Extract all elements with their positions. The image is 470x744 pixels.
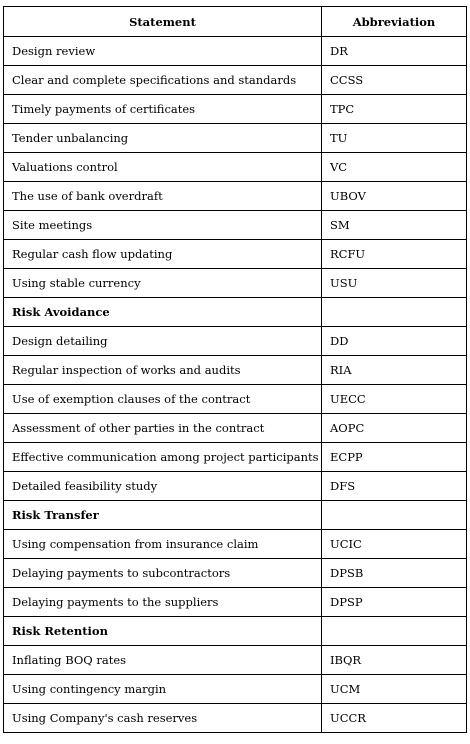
table-row <box>4 472 467 501</box>
statement-cell: Tender unbalancing <box>4 124 322 153</box>
abbreviation-cell: ECPP <box>322 443 467 472</box>
abbreviation-cell: UCM <box>322 675 467 704</box>
section-title: Risk Retention <box>4 617 322 646</box>
statement-cell: Valuations control <box>4 153 322 182</box>
table-row <box>4 37 467 66</box>
statement-cell: Effective communication among project participants <box>4 443 322 472</box>
abbreviation-cell <box>322 501 467 530</box>
abbreviation-cell: IBQR <box>322 646 467 675</box>
statement-cell: Use of exemption clauses of the contract <box>4 385 322 414</box>
table-row <box>4 269 467 298</box>
table-row <box>4 95 467 124</box>
statement-cell: Delaying payments to subcontractors <box>4 559 322 588</box>
abbreviation-table <box>3 6 467 733</box>
abbreviation-cell: UBOV <box>322 182 467 211</box>
statement-cell: The use of bank overdraft <box>4 182 322 211</box>
abbreviation-cell: VC <box>322 153 467 182</box>
column-header-abbreviation: Abbreviation <box>322 7 467 37</box>
table-row <box>4 443 467 472</box>
table-row <box>4 559 467 588</box>
table-row <box>4 66 467 95</box>
abbreviation-cell: AOPC <box>322 414 467 443</box>
statement-cell: Using stable currency <box>4 269 322 298</box>
statement-cell: Assessment of other parties in the contract <box>4 414 322 443</box>
table-row <box>4 646 467 675</box>
abbreviation-cell: DPSB <box>322 559 467 588</box>
table-row <box>4 588 467 617</box>
statement-cell: Delaying payments to the suppliers <box>4 588 322 617</box>
table-row <box>4 153 467 182</box>
statement-cell: Regular cash flow updating <box>4 240 322 269</box>
abbreviation-cell: DR <box>322 37 467 66</box>
table-row <box>4 704 467 733</box>
table-row <box>4 530 467 559</box>
statement-cell: Regular inspection of works and audits <box>4 356 322 385</box>
section-header-row <box>4 617 467 646</box>
table-row <box>4 356 467 385</box>
section-header-row <box>4 298 467 327</box>
abbreviation-cell: CCSS <box>322 66 467 95</box>
table-row <box>4 240 467 269</box>
abbreviation-cell: RIA <box>322 356 467 385</box>
statement-cell: Design review <box>4 37 322 66</box>
abbreviation-cell <box>322 298 467 327</box>
table-row <box>4 385 467 414</box>
abbreviation-cell: UECC <box>322 385 467 414</box>
abbreviation-cell: DFS <box>322 472 467 501</box>
abbreviation-cell: TPC <box>322 95 467 124</box>
abbreviation-cell: RCFU <box>322 240 467 269</box>
section-header-row <box>4 501 467 530</box>
statement-cell: Clear and complete specifications and standards <box>4 66 322 95</box>
abbreviation-cell: UCCR <box>322 704 467 733</box>
abbreviation-cell: DPSP <box>322 588 467 617</box>
abbreviation-cell <box>322 617 467 646</box>
table-row <box>4 327 467 356</box>
statement-cell: Using compensation from insurance claim <box>4 530 322 559</box>
statement-cell: Site meetings <box>4 211 322 240</box>
section-title: Risk Avoidance <box>4 298 322 327</box>
statement-cell: Timely payments of certificates <box>4 95 322 124</box>
table-row <box>4 675 467 704</box>
statement-cell: Using Company's cash reserves <box>4 704 322 733</box>
abbreviation-cell: UCIC <box>322 530 467 559</box>
table-row <box>4 124 467 153</box>
statement-cell: Using contingency margin <box>4 675 322 704</box>
table-body <box>4 37 467 733</box>
table-row <box>4 211 467 240</box>
table-row <box>4 182 467 211</box>
column-header-statement: Statement <box>4 7 322 37</box>
table-row <box>4 414 467 443</box>
abbreviation-cell: SM <box>322 211 467 240</box>
abbreviation-cell: TU <box>322 124 467 153</box>
statement-cell: Detailed feasibility study <box>4 472 322 501</box>
statement-cell: Inflating BOQ rates <box>4 646 322 675</box>
statement-cell: Design detailing <box>4 327 322 356</box>
abbreviation-cell: USU <box>322 269 467 298</box>
section-title: Risk Transfer <box>4 501 322 530</box>
abbreviation-cell: DD <box>322 327 467 356</box>
header-row <box>4 7 467 37</box>
